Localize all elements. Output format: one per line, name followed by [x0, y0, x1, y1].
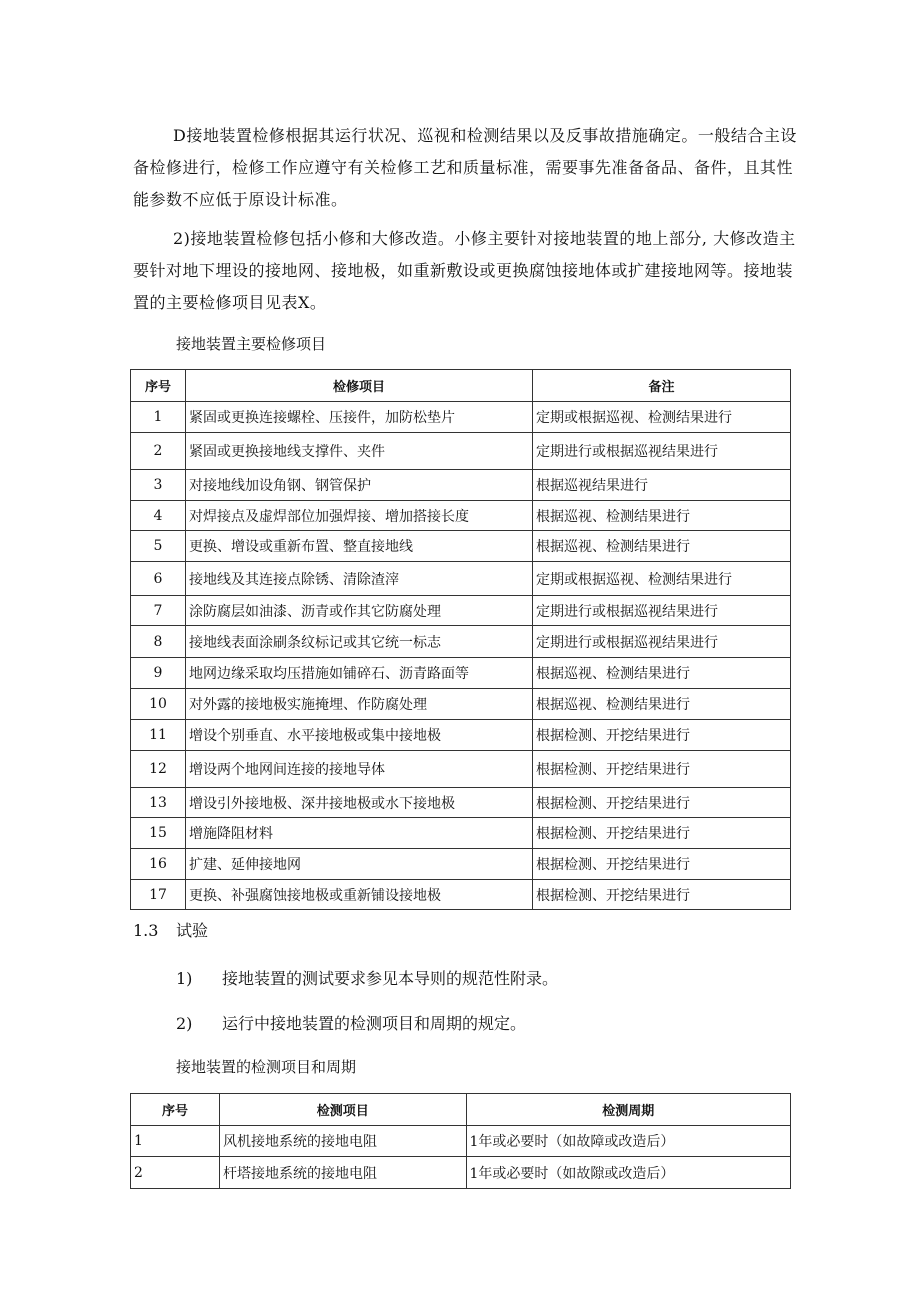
table-header-row: [131, 1094, 791, 1126]
section-title: 试验: [176, 921, 209, 940]
list-item-text: 运行中接地装置的检测项目和周期的规定。: [222, 1014, 527, 1033]
table-row: 16 扩建、延伸接地网 根据检测、开挖结果进行: [131, 849, 791, 880]
table-row: 2 杆塔接地系统的接地电阻 1年或必要时（如故隙或改造后）: [131, 1157, 791, 1189]
header-no: 序号: [131, 370, 186, 402]
table-row: 7 涂防腐层如油漆、沥青或作其它防腐处理 定期进行或根据巡视结果进行: [131, 596, 791, 626]
table-row: 6 接地线及其连接点除锈、清除渣滓 定期或根据巡视、检测结果进行: [131, 562, 791, 596]
list-item-number: 2): [176, 1014, 193, 1033]
table2-caption: 接地装置的检测项目和周期: [176, 1058, 357, 1076]
header-note: 备注: [533, 370, 791, 402]
header-item: 检修项目: [186, 370, 533, 402]
table-row: 1 风机接地系统的接地电阻 1年或必要时（如故障或改造后）: [131, 1126, 791, 1157]
table-row: 3 对接地线加设角钢、钢管保护 根据巡视结果进行: [131, 470, 791, 501]
header-period: 检测周期: [466, 1094, 791, 1126]
table-row: 8 接地线表面涂刷条纹标记或其它统一标志 定期进行或根据巡视结果进行: [131, 626, 791, 658]
section-heading: [133, 918, 208, 941]
table1-caption: 接地装置主要检修项目: [176, 335, 327, 353]
table-row: 15 增施降阻材料 根据检测、开挖结果进行: [131, 818, 791, 849]
list-item-number: 1): [176, 969, 193, 988]
paragraph-1: D接地装置检修根据其运行状况、巡视和检测结果以及反事故措施确定。一般结合主设备检修进行，检修工作应遵守有关检修工艺和质量标准，需要事先准备备品、备件，且其性能参数不应低于原设计标准。: [133, 126, 797, 209]
inspection-items-table: [130, 1093, 791, 1189]
table-row: 5 更换、增设或重新布置、整直接地线 根据巡视、检测结果进行: [131, 531, 791, 562]
table-row: 10 对外露的接地极实施掩埋、作防腐处理 根据巡视、检测结果进行: [131, 689, 791, 720]
list-item-text: 接地装置的测试要求参见本导则的规范性附录。: [222, 969, 559, 988]
table-header-row: [131, 370, 791, 402]
table-row: 12 增设两个地网间连接的接地导体 根据检测、开挖结果进行: [131, 751, 791, 788]
paragraph-2: 2)接地装置检修包括小修和大修改造。小修主要针对接地装置的地上部分, 大修改造主要针对地下埋设的接地网、接地极，如重新敷设或更换腐蚀接地体或扩建接地网等。接地装置的主要检修项目见表X。: [133, 229, 796, 312]
table-row: 4 对焊接点及虚焊部位加强焊接、增加搭接长度 根据巡视、检测结果进行: [131, 501, 791, 531]
header-no: 序号: [131, 1094, 220, 1126]
table-row: 13 增设引外接地极、深井接地极或水下接地极 根据检测、开挖结果进行: [131, 788, 791, 818]
table-row: 2 紧固或更换接地线支撑件、夹件 定期进行或根据巡视结果进行: [131, 433, 791, 470]
table-row: 1 紧固或更换连接螺栓、压接件，加防松垫片 定期或根据巡视、检测结果进行: [131, 402, 791, 433]
section-number: 1.3: [133, 921, 159, 940]
maintenance-items-table: [130, 369, 791, 910]
table-row: 17 更换、补强腐蚀接地极或重新铺设接地极 根据检测、开挖结果进行: [131, 880, 791, 910]
list-item: [176, 966, 558, 989]
table-row: 9 地网边缘采取均压措施如铺碎石、沥青路面等 根据巡视、检测结果进行: [131, 658, 791, 689]
header-item: 检测项目: [220, 1094, 467, 1126]
table-row: 11 增设个别垂直、水平接地极或集中接地极 根据检测、开挖结果进行: [131, 720, 791, 751]
list-item: [176, 1011, 526, 1034]
